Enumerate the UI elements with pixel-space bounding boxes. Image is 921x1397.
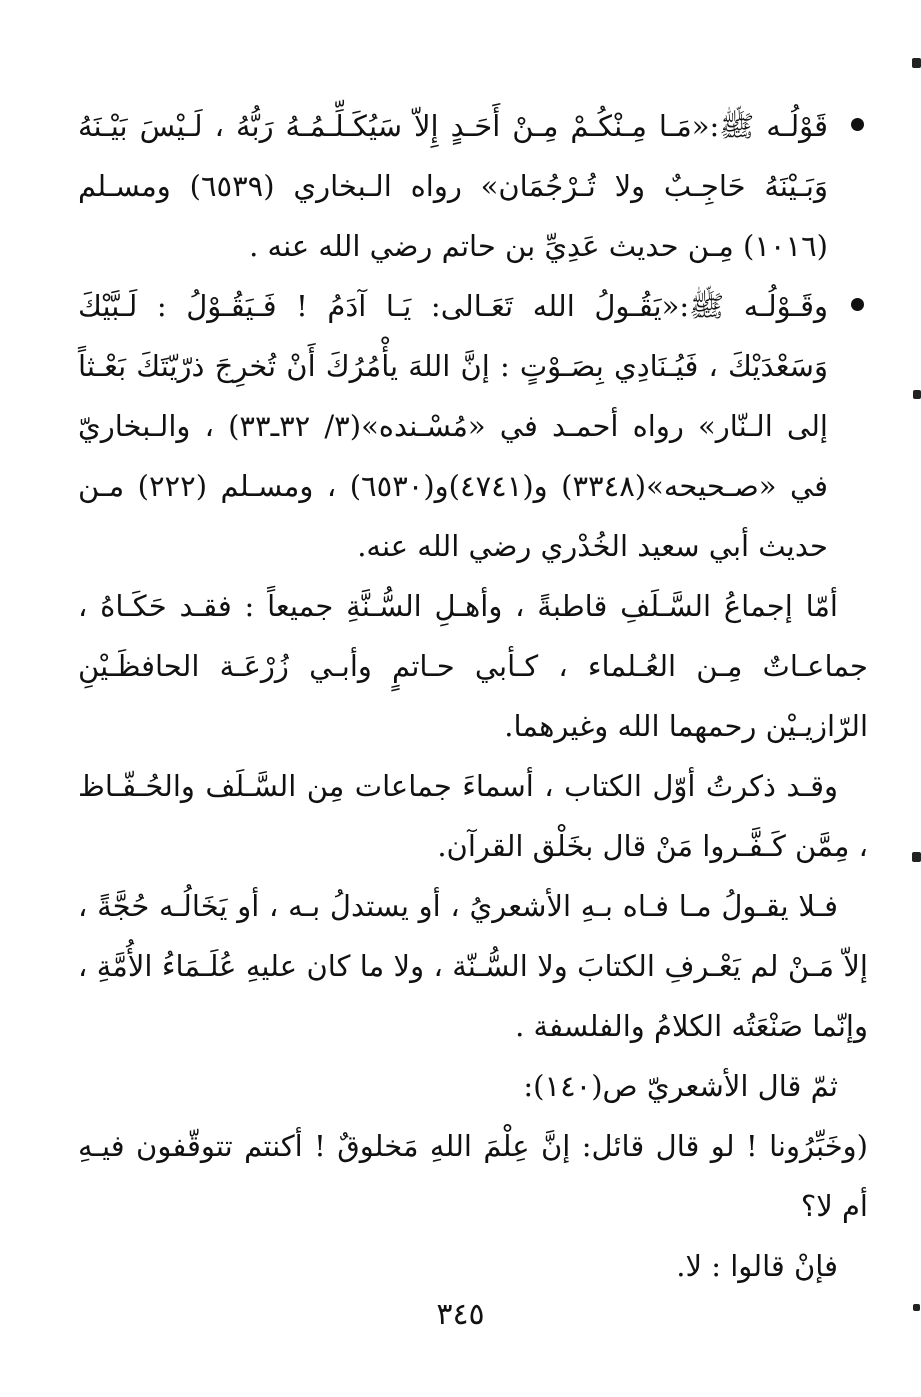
page-body [78, 96, 868, 1296]
paragraph-mention: وقـد ذكرتُ أوّل الكتاب ، أسماءَ جماعات مِن السَّـلَف والحُـفّـاظ ، مِمَّن كَـفَّـروا مَنْ قال بخَلْق القرآن. [78, 769, 868, 863]
page-number: ٣٤٥ [436, 1297, 485, 1332]
bullet-paragraph-hadith-1 [78, 96, 868, 276]
bullet-icon [851, 118, 864, 131]
edge-mark [913, 390, 921, 399]
paragraph-text: وقَـوْلُـه ﷺ:«يَقُـولُ الله تَعَـالى: يَـا آدَمُ ! فَـيَقُـوْلُ : لَـبَّيْكَ وَسَعْدَيْكَ ، فَيُـنَادِي بِصَـوْتٍ : إنَّ اللهَ يأْمُرُكَ أَنْ تُخرِجَ ذرّيّتَكَ بَعْـثاً إلى الـنّار» رواه أحمـد في «مُسْـنده»(٣/ ٣٢ـ٣٣) ، والـبخاريّ في «صـحيحه»(٣٣٤٨) و(٤٧٤١)و(٦٥٣٠) ، ومسـلم (٢٢٢) مـن حديث أبي سعيد الخُدْري رضي الله عنه. [78, 289, 828, 563]
paragraph-quote-intro: ثمّ قال الأشعريّ ص(١٤٠): [523, 1069, 838, 1103]
paragraph-answer: فإنْ قالوا : لا. [676, 1249, 838, 1283]
paragraph-consensus: أمّا إجماعُ السَّـلَفِ قاطبةً ، وأهـلِ السُّـنَّةِ جميعاً : فقـد حَكَـاهُ ، جماعـاتٌ مِـن العُـلماء ، كـأبي حـاتمٍ وأبـي زُرْعَـة الحافظَـيْنِ الرّازيـيْن رحمهما الله وغيرهما. [78, 589, 868, 743]
bullet-paragraph-hadith-2 [78, 276, 868, 576]
paragraph-quote: (وخَبِّرُونا ! لو قال قائل: إنَّ عِلْمَ اللهِ مَخلوقٌ ! أكنتم تتوقّفون فيـهِ أم لا؟ [78, 1129, 868, 1223]
bullet-icon [851, 298, 864, 311]
paragraph-ashari: فـلا يقـولُ مـا فـاه بـهِ الأشعريُ ، أو يستدلُ بـه ، أو يَخَالُـه حُجَّةً ، إلاّ مَـنْ لم يَعْـرفِ الكتابَ ولا السُّـنّة ، ولا ما كان عليهِ عُلَـمَاءُ الأُمَّةِ ، وإنّما صَنْعَتُه الكلامُ والفلسفة . [78, 889, 868, 1043]
edge-mark [912, 58, 921, 68]
edge-mark [912, 852, 921, 862]
paragraph-text: قَوْلُـه ﷺ:«مَـا مِـنْكُـمْ مِـنْ أَحَـدٍ إِلاّ سَيُكَـلِّـمُـهُ رَبُّهُ ، لَـيْسَ بَيْـنَهُ وَبَـيْنَهُ حَاجِـبٌ ولا تُـرْجُمَان» رواه الـبخاري (٦٥٣٩) ومسـلم (١٠١٦) مِـن حديث عَدِيِّ بن حاتم رضي الله عنه . [78, 109, 829, 263]
